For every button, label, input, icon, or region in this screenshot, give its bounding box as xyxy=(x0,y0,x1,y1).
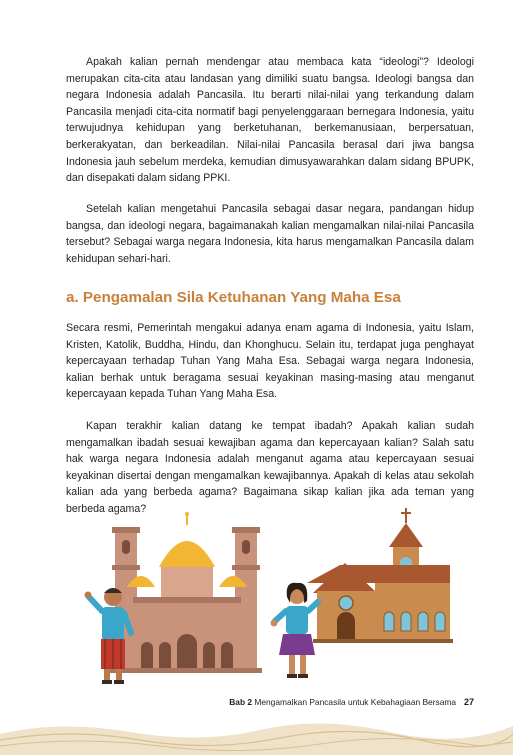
section-heading: a. Pengamalan Sila Ketuhanan Yang Maha Esa xyxy=(66,289,401,306)
footer-chapter: Bab 2 xyxy=(229,697,253,707)
decorative-wave-footer xyxy=(0,712,513,755)
girl-figure xyxy=(271,583,325,678)
question-paragraph: Setelah kalian mengetahui Pancasila sebagai dasar negara, pandangan hidup bangsa, dan ideologi negara, bagaimanakah kalian mengamalkan nilai-nilai Pancasila tersebut? Sebagai warga negara Indonesia, kita harus mengamalkan Pancasila dalam kehidupan sehari-hari. xyxy=(66,203,474,265)
worship-paragraph: Kapan terakhir kalian datang ke tempat ibadah? Apakah kalian sudah mengamalkan ibadah sesuai kewajiban agama dan kepercayaan kalian? Salah satu hak warga negara Indonesia adalah menganut agama atau kepercayaan sesuai keyakinan disertai dengan mengamalkan kewajibannya. Apakah di kelas atau sekolah kalian ada yang berbeda agama? Bagaimana sikap kalian jika ada teman yang berbeda agama? xyxy=(66,420,474,515)
footer-chapter-title: Mengamalkan Pancasila untuk Kebahagiaan Bersama xyxy=(252,697,456,707)
worship-illustration xyxy=(75,505,455,690)
intro-paragraph: Apakah kalian pernah mendengar atau membaca kata “ideologi”? Ideologi merupakan cita-cita atau landasan yang dimiliki suatu bangsa. Ideologi bangsa dan negara Indonesia adalah Pancasila. Itu berarti nilai-nilai yang terkandung dalam Pancasila menjadi cita-cita normatif bagi penyelenggaraan bernegara Indonesia, yaitu terwujudnya kehidupan yang berketuhanan, berkemanusiaan, berpersatuan, berkerakyatan, dan berkeadilan. Nilai-nilai Pancasila berasal dari jiwa bangsa Indonesia jauh sebelum merdeka, kemudian dimusyawarahkan dalam sidang BPUPK, dan disepakati dalam sidang PPKI. xyxy=(66,56,474,185)
church-icon xyxy=(307,508,453,643)
religion-paragraph: Secara resmi, Pemerintah mengakui adanya enam agama di Indonesia, yaitu Islam, Kristen, Katolik, Buddha, Hindu, dan Khonghucu. Selain itu, terdapat juga penghayat kepercayaan terhadap Tuhan Yang Maha Esa. Sebagai warga negara Indonesia, kalian berhak untuk beragama sesuai keyakinan masing-masing atau menganut kepercayaan kepada Tuhan Yang Maha Esa. xyxy=(66,322,474,401)
mosque-icon xyxy=(110,512,262,673)
page-number: 27 xyxy=(463,697,474,707)
page-footer xyxy=(229,697,474,707)
